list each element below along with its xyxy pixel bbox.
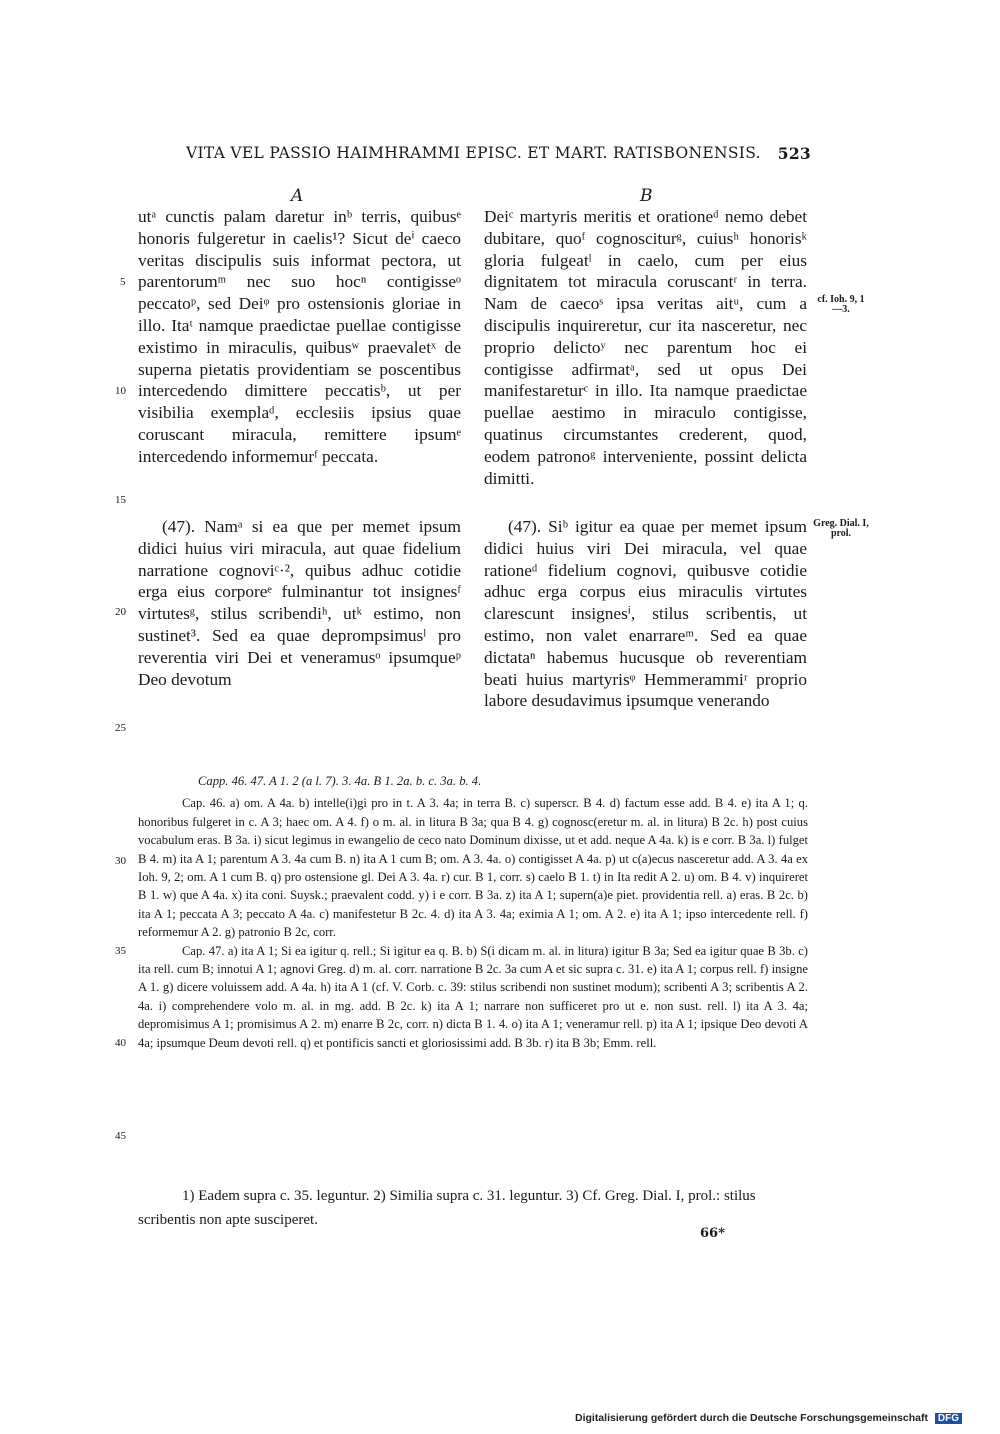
line-number: 40 (115, 1037, 126, 1049)
footer-text: Digitalisierung gefördert durch die Deutsche Forschungsgemeinschaft (574, 1412, 928, 1424)
apparatus-cap-47: Cap. 47. a) ita A 1; Si ea igitur q. rell.; Si igitur ea q. B. b) S(i dicam m. al. in litura) igitur B 3a; Sed ea igitur quae B 3b. c) ita rell. cum B; innotui A 1; agnovi Greg. d) m. al. corr. narratione B 2c. 3a cum A et sic supra c. 31. e) ita A 1; corpus rell. f) insigne A 1. g) dicere voluissem add. A 4a. h) ita A 1 (cf. V. Corb. c. 39: stilus scribendi non sustinet modum); scribenti A 3; scribentis A 2. 4a. i) comprehendere volo m. al. in mg. add. B 2c. k) ita A 1; narrare non sufficeret pro ut e. non sust. rell. l) ita A 3. 4a; depromisimus A 1; promisimus A 2. m) enarre B 2c, corr. n) dicta B 1. 4. o) ita A 1; veneramur rell. p) ita A 1; ipsique Deo devoti A 4a; ipsumque Deum devoti rell. q) et pontificis sancti et gloriosissimi add. B 3b. r) ita B 3b; Emm. rell. (138, 943, 808, 1050)
margin-note-greg: Greg. Dial. I, prol. (813, 518, 869, 539)
footnotes (138, 1184, 808, 1232)
line-number: 10 (115, 385, 126, 397)
margin-note-ioh: cf. Ioh. 9, 1—3. (817, 294, 865, 315)
column-b-para-47: (47). Siᵇ igitur ea quae per memet ipsum didici huius viri Dei miracula, vel quae rationeᵈ fidelium cognovi, quibusve cotidie adhuc erga corpus eius miraculis virtutes clarescunt insignesⁱ, stilus scribentis, ut estimo, non valet enarrareᵐ. Sed ea quae dictataⁿ habemus hucusque ob reverentiam beati huius martyrisᵠ Hemmerammiʳ proprio labore desudavimus ipsumque venerando (484, 517, 807, 711)
line-number: 25 (115, 722, 126, 734)
column-b-para-46: Deiᶜ martyris meritis et orationeᵈ nemo debet dubitare, quoᶠ cognosciturᵍ, cuiusʰ honorisᵏ gloria fulgeatˡ in caelo, cum per eius dignitatem tot miracula coruscantʳ in terra. Nam de caecoˢ ipsa veritas aitᵘ, cum a discipulis inquireretur, cur ita nasceretur, nec proprio delictoʸ nec parentum hoc ei contigisse adfirmatᵃ, sed ut opus Dei manifestareturᶜ in illo. Ita namque praedictae puellae aestimo in miraculo contigisse, quatinus circumstantes crederent, quod, eodem patronoᵍ interveniente, possint delicta dimitti. (484, 207, 807, 488)
funding-footer (575, 1412, 962, 1424)
column-b (484, 206, 807, 489)
apparatus-sources: Capp. 46. 47. A 1. 2 (a l. 7). 3. 4a. B 1. 2a. b. c. 3a. b. 4. (198, 774, 482, 788)
column-a (138, 206, 461, 468)
line-number: 35 (115, 945, 126, 957)
column-a-47 (138, 516, 461, 690)
column-a-para-47: (47). Namᵃ si ea que per memet ipsum didici huius viri miracula, aut quae fidelium narratione cognoviᶜ·², quibus adhuc cotidie erga eius corporeᵉ fulminantur tot insignesᶠ virtutesᵍ, stilus scribendiʰ, utᵏ estimo, non sustinet³. Sed ea quae deprompsimusˡ pro reverentia viri Dei et veneramusᵒ ipsumqueᵖ Deo devotum (138, 517, 461, 689)
column-a-para-46: utᵃ cunctis palam daretur inᵇ terris, quibusᵉ honoris fulgeretur in caelis¹? Sicut deⁱ caeco veritas discipulis suis informat pectora, ut parentorumᵐ nec suo hocⁿ contigisseᵒ peccatoᵖ, sed Deiᵠ pro ostensionis gloriae in illo. Itaᵗ namque praedictae puellae contigisse existimo in miraculis, quibusʷ praevaletˣ de superna pietatis providentiam se poscentibus intercedendo dimittere peccatisᵇ, ut per visibilia exemplaᵈ, ecclesiis ipsius quae coruscant miracula, remittere ipsumᵉ intercedendo informemurᶠ peccata. (138, 207, 461, 466)
line-number: 20 (115, 606, 126, 618)
critical-apparatus (138, 772, 808, 1052)
dfg-logo: DFG (935, 1413, 962, 1424)
page-number: 523 (777, 144, 811, 163)
line-number: 45 (115, 1130, 126, 1142)
column-b-label: B (640, 186, 653, 206)
line-number: 5 (120, 276, 126, 288)
footnotes-text: 1) Eadem supra c. 35. leguntur. 2) Similia supra c. 31. leguntur. 3) Cf. Greg. Dial. I, prol.: stilus scribentis non apte susciperet. (138, 1188, 756, 1228)
column-b-47 (484, 516, 807, 712)
line-number: 15 (115, 494, 126, 506)
signature-mark: 66* (700, 1226, 725, 1241)
running-header (186, 144, 811, 162)
header-title: VITA VEL PASSIO HAIMHRAMMI EPISC. ET MART. RATISBONENSIS. (186, 144, 761, 162)
column-a-label: A (291, 186, 304, 206)
line-number: 30 (115, 855, 126, 867)
apparatus-cap-46: Cap. 46. a) om. A 4a. b) intelle(i)gi pro in t. A 3. 4a; in terra B. c) superscr. B 4. d) factum esse add. B 4. e) ita A 1; q. honoribus fulgeret in c. A 3; haec om. A 4. f) o m. al. in litura B 3a; qua B 4. g) cognosc(eretur m. al. in litura) B 2c. h) post cuius vocabulum eras. B 3a. i) sicut legimus in ewangelio de ceco nato Dominum dixisse, ut et add. neque A 4a. k) is e corr. B 3a. l) fulget B 4. m) ita A 1; parentum A 3. 4a cum B. n) ita A 1 cum B; om. A 3. 4a. o) contigisset A 4a. p) ut c(a)ecus nasceretur add. A 3. 4a ex Ioh. 9, 2; om. A 1 cum B. q) pro ostensione gl. Dei A 3. 4a. r) cur. B 1, corr. s) caelo B 1. t) in Ita redit A 2. u) om. B 4. v) inquireret B 1. w) que A 4a. x) ita coni. Suysk.; praevalent codd. y) i e corr. B 3a. z) ita A 1; supern(a)e piet. providentia rell. a) eras. B 2c. b) ita A 1; peccata A 3; peccato A 4a. c) manifestetur B 2c. 4. d) ita A 3. 4a; eximia A 1; om. A 2. e) ita A 1; ipso intercedente rell. f) reformemur A 2. g) patronio B 2c, corr. (138, 796, 808, 940)
